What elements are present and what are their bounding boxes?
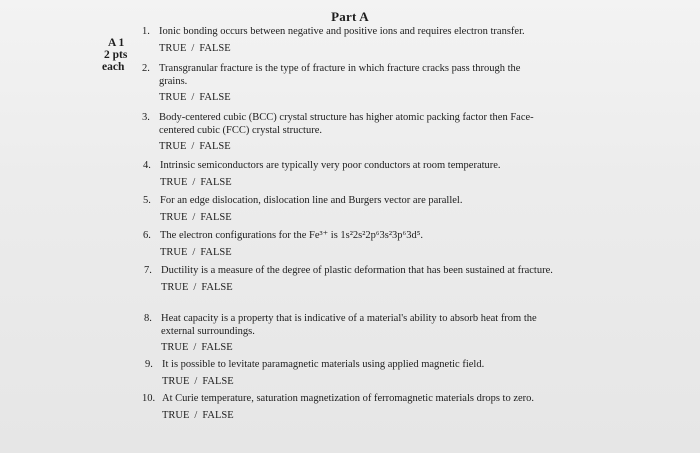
true-option[interactable]: TRUE — [161, 281, 189, 293]
points-note — [104, 37, 127, 73]
question-item — [142, 26, 551, 55]
false-option[interactable]: FALSE — [199, 42, 231, 54]
question-item — [145, 359, 554, 388]
false-option[interactable]: FALSE — [200, 246, 232, 258]
true-option[interactable]: TRUE — [161, 342, 189, 353]
option-separator: / — [191, 141, 195, 152]
false-option[interactable]: FALSE — [201, 281, 233, 293]
option-separator: / — [191, 92, 195, 103]
question-number: 8. — [144, 313, 152, 324]
option-separator: / — [194, 409, 198, 421]
question-item — [143, 230, 552, 259]
true-false-options — [161, 342, 553, 355]
false-option[interactable]: FALSE — [201, 342, 233, 353]
question-text: Ductility is a measure of the degree of plastic deformation that has been sustained at fracture. — [161, 265, 553, 276]
question-number: 6. — [143, 230, 151, 241]
question-number: 9. — [145, 359, 153, 370]
points-line: A 1 — [108, 37, 125, 49]
false-option[interactable]: FALSE — [199, 141, 231, 152]
question-item — [143, 160, 552, 189]
true-false-options — [161, 282, 553, 295]
question-number: 1. — [142, 26, 150, 37]
true-option[interactable]: TRUE — [160, 176, 188, 188]
question-text: It is possible to levitate paramagnetic materials using applied magnetic field. — [162, 359, 485, 370]
points-line: 2 pts — [104, 49, 128, 61]
question-text: The electron configurations for the Fe³⁺ is 1s²2s²2p⁶3s²3p⁶3d⁵. — [160, 230, 423, 241]
true-false-options — [162, 376, 554, 389]
question-item — [142, 393, 554, 422]
true-option[interactable]: TRUE — [159, 141, 187, 152]
true-option[interactable]: TRUE — [159, 42, 187, 54]
question-text: Transgranular fracture is the type of fracture in which fracture cracks pass through the grains. — [159, 63, 521, 87]
question-text: Heat capacity is a property that is indicative of a material's ability to absorb heat from the external surroundings. — [161, 313, 537, 337]
true-false-options — [159, 92, 551, 105]
true-option[interactable]: TRUE — [160, 246, 188, 258]
true-option[interactable]: TRUE — [159, 92, 187, 103]
question-number: 7. — [144, 265, 152, 276]
question-text: Body-centered cubic (BCC) crystal structure has higher atomic packing factor then Face-centered cubic (FCC) crystal structure. — [159, 112, 534, 136]
question-item — [144, 313, 553, 355]
option-separator: / — [193, 342, 197, 353]
points-line: each — [102, 61, 125, 73]
question-text: For an edge dislocation, dislocation line and Burgers vector are parallel. — [160, 195, 463, 206]
false-option[interactable]: FALSE — [199, 92, 231, 103]
option-separator: / — [192, 246, 196, 258]
question-text: At Curie temperature, saturation magnetization of ferromagnetic materials drops to zero. — [162, 393, 535, 404]
false-option[interactable]: FALSE — [202, 375, 234, 387]
question-number: 3. — [142, 112, 150, 123]
true-false-options — [160, 177, 552, 190]
true-false-options — [160, 247, 552, 260]
option-separator: / — [191, 42, 195, 54]
question-item — [142, 112, 551, 154]
option-separator: / — [194, 375, 198, 387]
option-separator: / — [193, 281, 197, 293]
question-item — [144, 265, 553, 294]
false-option[interactable]: FALSE — [200, 176, 232, 188]
false-option[interactable]: FALSE — [202, 409, 234, 421]
false-option[interactable]: FALSE — [200, 211, 232, 223]
question-item — [142, 63, 551, 105]
true-option[interactable]: TRUE — [162, 375, 190, 387]
true-option[interactable]: TRUE — [160, 211, 188, 223]
true-false-options — [160, 212, 552, 225]
option-separator: / — [192, 211, 196, 223]
section-title: Part A — [331, 9, 369, 24]
question-number: 10. — [142, 393, 156, 404]
question-text: Ionic bonding occurs between negative and positive ions and requires electron transfer. — [159, 26, 525, 37]
question-item — [143, 195, 552, 224]
true-false-options — [159, 141, 551, 154]
option-separator: / — [192, 176, 196, 188]
true-option[interactable]: TRUE — [162, 409, 190, 421]
question-text: Intrinsic semiconductors are typically very poor conductors at room temperature. — [160, 160, 501, 171]
question-number: 5. — [143, 195, 151, 206]
question-number: 2. — [142, 63, 150, 74]
question-number: 4. — [143, 160, 151, 171]
true-false-options — [159, 43, 551, 56]
true-false-options — [162, 410, 554, 423]
